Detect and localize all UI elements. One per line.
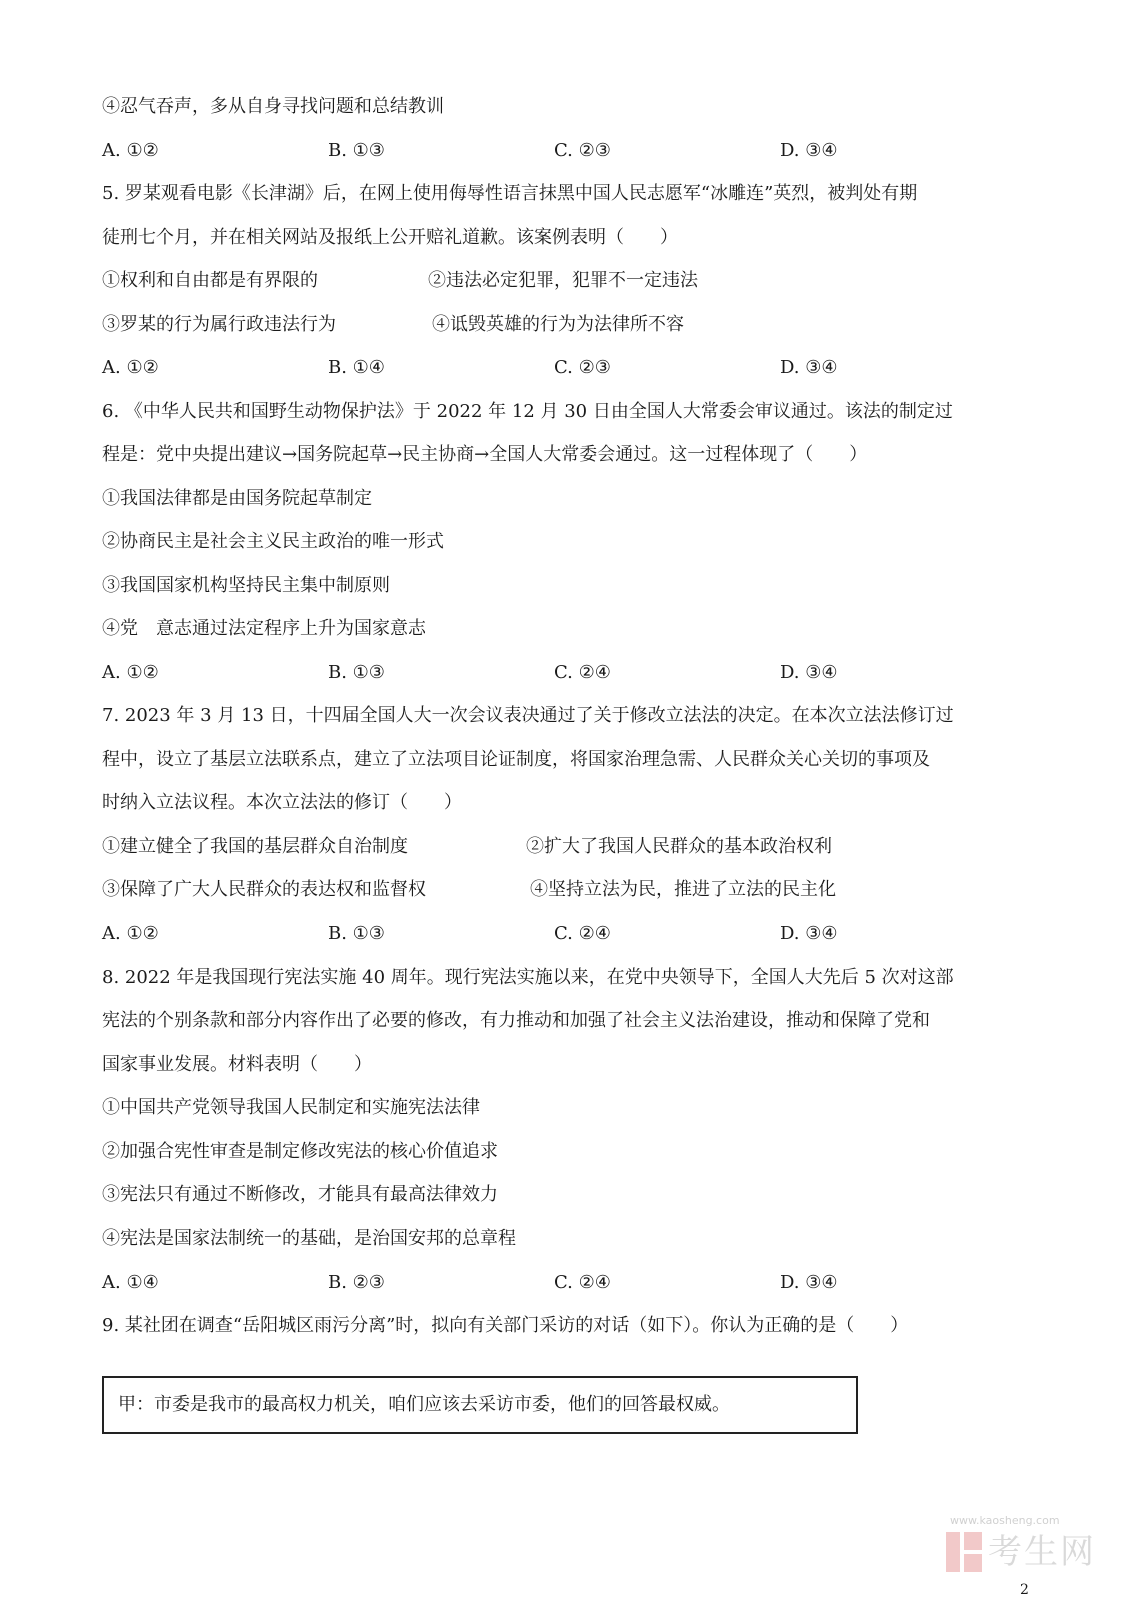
q8-option-1: ①中国共产党领导我国人民制定和实施宪法法律 [102,1097,480,1118]
q7-option-2: ②扩大了我国人民群众的基本政治权利 [526,836,832,857]
watermark-mark-icon [944,1530,984,1574]
q7-stem-line-2: 程中，设立了基层立法联系点，建立了立法项目论证制度，将国家治理急需、人民群众关心关切的事项及 [102,749,930,770]
q6-option-4: ④党 意志通过法定程序上升为国家意志 [102,618,426,639]
q9-dialogue-text: 甲：市委是我市的最高权力机关，咱们应该去采访市委，他们的回答最权威。 [118,1394,730,1415]
q7-choice-a: A. ①② [102,923,159,944]
watermark-name: 考生网 [988,1532,1096,1572]
q7-stem-line-3: 时纳入立法议程。本次立法法的修订（ ） [102,792,462,813]
q8-choice-a: A. ①④ [102,1272,159,1293]
q6-choice-a: A. ①② [102,662,159,683]
q5-stem-line-2: 徒刑七个月，并在相关网站及报纸上公开赔礼道歉。该案例表明（ ） [102,227,678,248]
q7-stem-line-1: 7. 2023 年 3 月 13 日，十四届全国人大一次会议表决通过了关于修改立法法的决定。在本次立法法修订过 [102,705,954,726]
q8-option-3: ③宪法只有通过不断修改，才能具有最高法律效力 [102,1184,498,1205]
q8-stem-line-3: 国家事业发展。材料表明（ ） [102,1054,372,1075]
q4-choice-d: D. ③④ [780,140,838,161]
q4-option-4: ④忍气吞声，多从自身寻找问题和总结教训 [102,96,444,117]
q8-option-4: ④宪法是国家法制统一的基础，是治国安邦的总章程 [102,1228,516,1249]
q5-stem-line-1: 5. 罗某观看电影《长津湖》后，在网上使用侮辱性语言抹黑中国人民志愿军“冰雕连”英烈，被判处有期 [102,183,918,204]
q7-option-3: ③保障了广大人民群众的表达权和监督权 [102,879,426,900]
q7-option-4: ④坚持立法为民，推进了立法的民主化 [530,879,836,900]
q8-choice-c: C. ②④ [554,1272,611,1293]
watermark-url: www.kaosheng.com [950,1514,1060,1527]
q5-option-2: ②违法必定犯罪，犯罪不一定违法 [428,270,698,291]
q6-stem-line-2: 程是：党中央提出建议→国务院起草→民主协商→全国人大常委会通过。这一过程体现了（ ） [102,444,868,465]
q6-choice-c: C. ②④ [554,662,611,683]
q7-option-1: ①建立健全了我国的基层群众自治制度 [102,836,408,857]
q6-option-2: ②协商民主是社会主义民主政治的唯一形式 [102,531,444,552]
page-number: 2 [1020,1582,1029,1598]
q7-choice-c: C. ②④ [554,923,611,944]
q8-choice-b: B. ②③ [328,1272,385,1293]
watermark-logo [944,1514,1104,1578]
q8-option-2: ②加强合宪性审查是制定修改宪法的核心价值追求 [102,1141,498,1162]
q5-choice-d: D. ③④ [780,357,838,378]
q5-choice-b: B. ①④ [328,357,385,378]
q5-choice-a: A. ①② [102,357,159,378]
q8-stem-line-2: 宪法的个别条款和部分内容作出了必要的修改，有力推动和加强了社会主义法治建设，推动和保障了党和 [102,1010,930,1031]
q5-option-1: ①权利和自由都是有界限的 [102,270,318,291]
q4-choice-a: A. ①② [102,140,159,161]
q9-stem-line-1: 9. 某社团在调查“岳阳城区雨污分离”时，拟向有关部门采访的对话（如下）。你认为正确的是（ ） [102,1315,909,1336]
q5-choice-c: C. ②③ [554,357,611,378]
q8-choice-d: D. ③④ [780,1272,838,1293]
q6-option-3: ③我国国家机构坚持民主集中制原则 [102,575,390,596]
q4-choice-c: C. ②③ [554,140,611,161]
q7-choice-d: D. ③④ [780,923,838,944]
q6-stem-line-1: 6. 《中华人民共和国野生动物保护法》于 2022 年 12 月 30 日由全国人大常委会审议通过。该法的制定过 [102,401,953,422]
q9-dialogue-box [102,1376,858,1434]
q5-option-4: ④诋毁英雄的行为为法律所不容 [432,314,684,335]
q6-option-1: ①我国法律都是由国务院起草制定 [102,488,372,509]
q5-option-3: ③罗某的行为属行政违法行为 [102,314,336,335]
q8-stem-line-1: 8. 2022 年是我国现行宪法实施 40 周年。现行宪法实施以来，在党中央领导下，全国人大先后 5 次对这部 [102,967,954,988]
q4-choice-b: B. ①③ [328,140,385,161]
q6-choice-b: B. ①③ [328,662,385,683]
q6-choice-d: D. ③④ [780,662,838,683]
q7-choice-b: B. ①③ [328,923,385,944]
